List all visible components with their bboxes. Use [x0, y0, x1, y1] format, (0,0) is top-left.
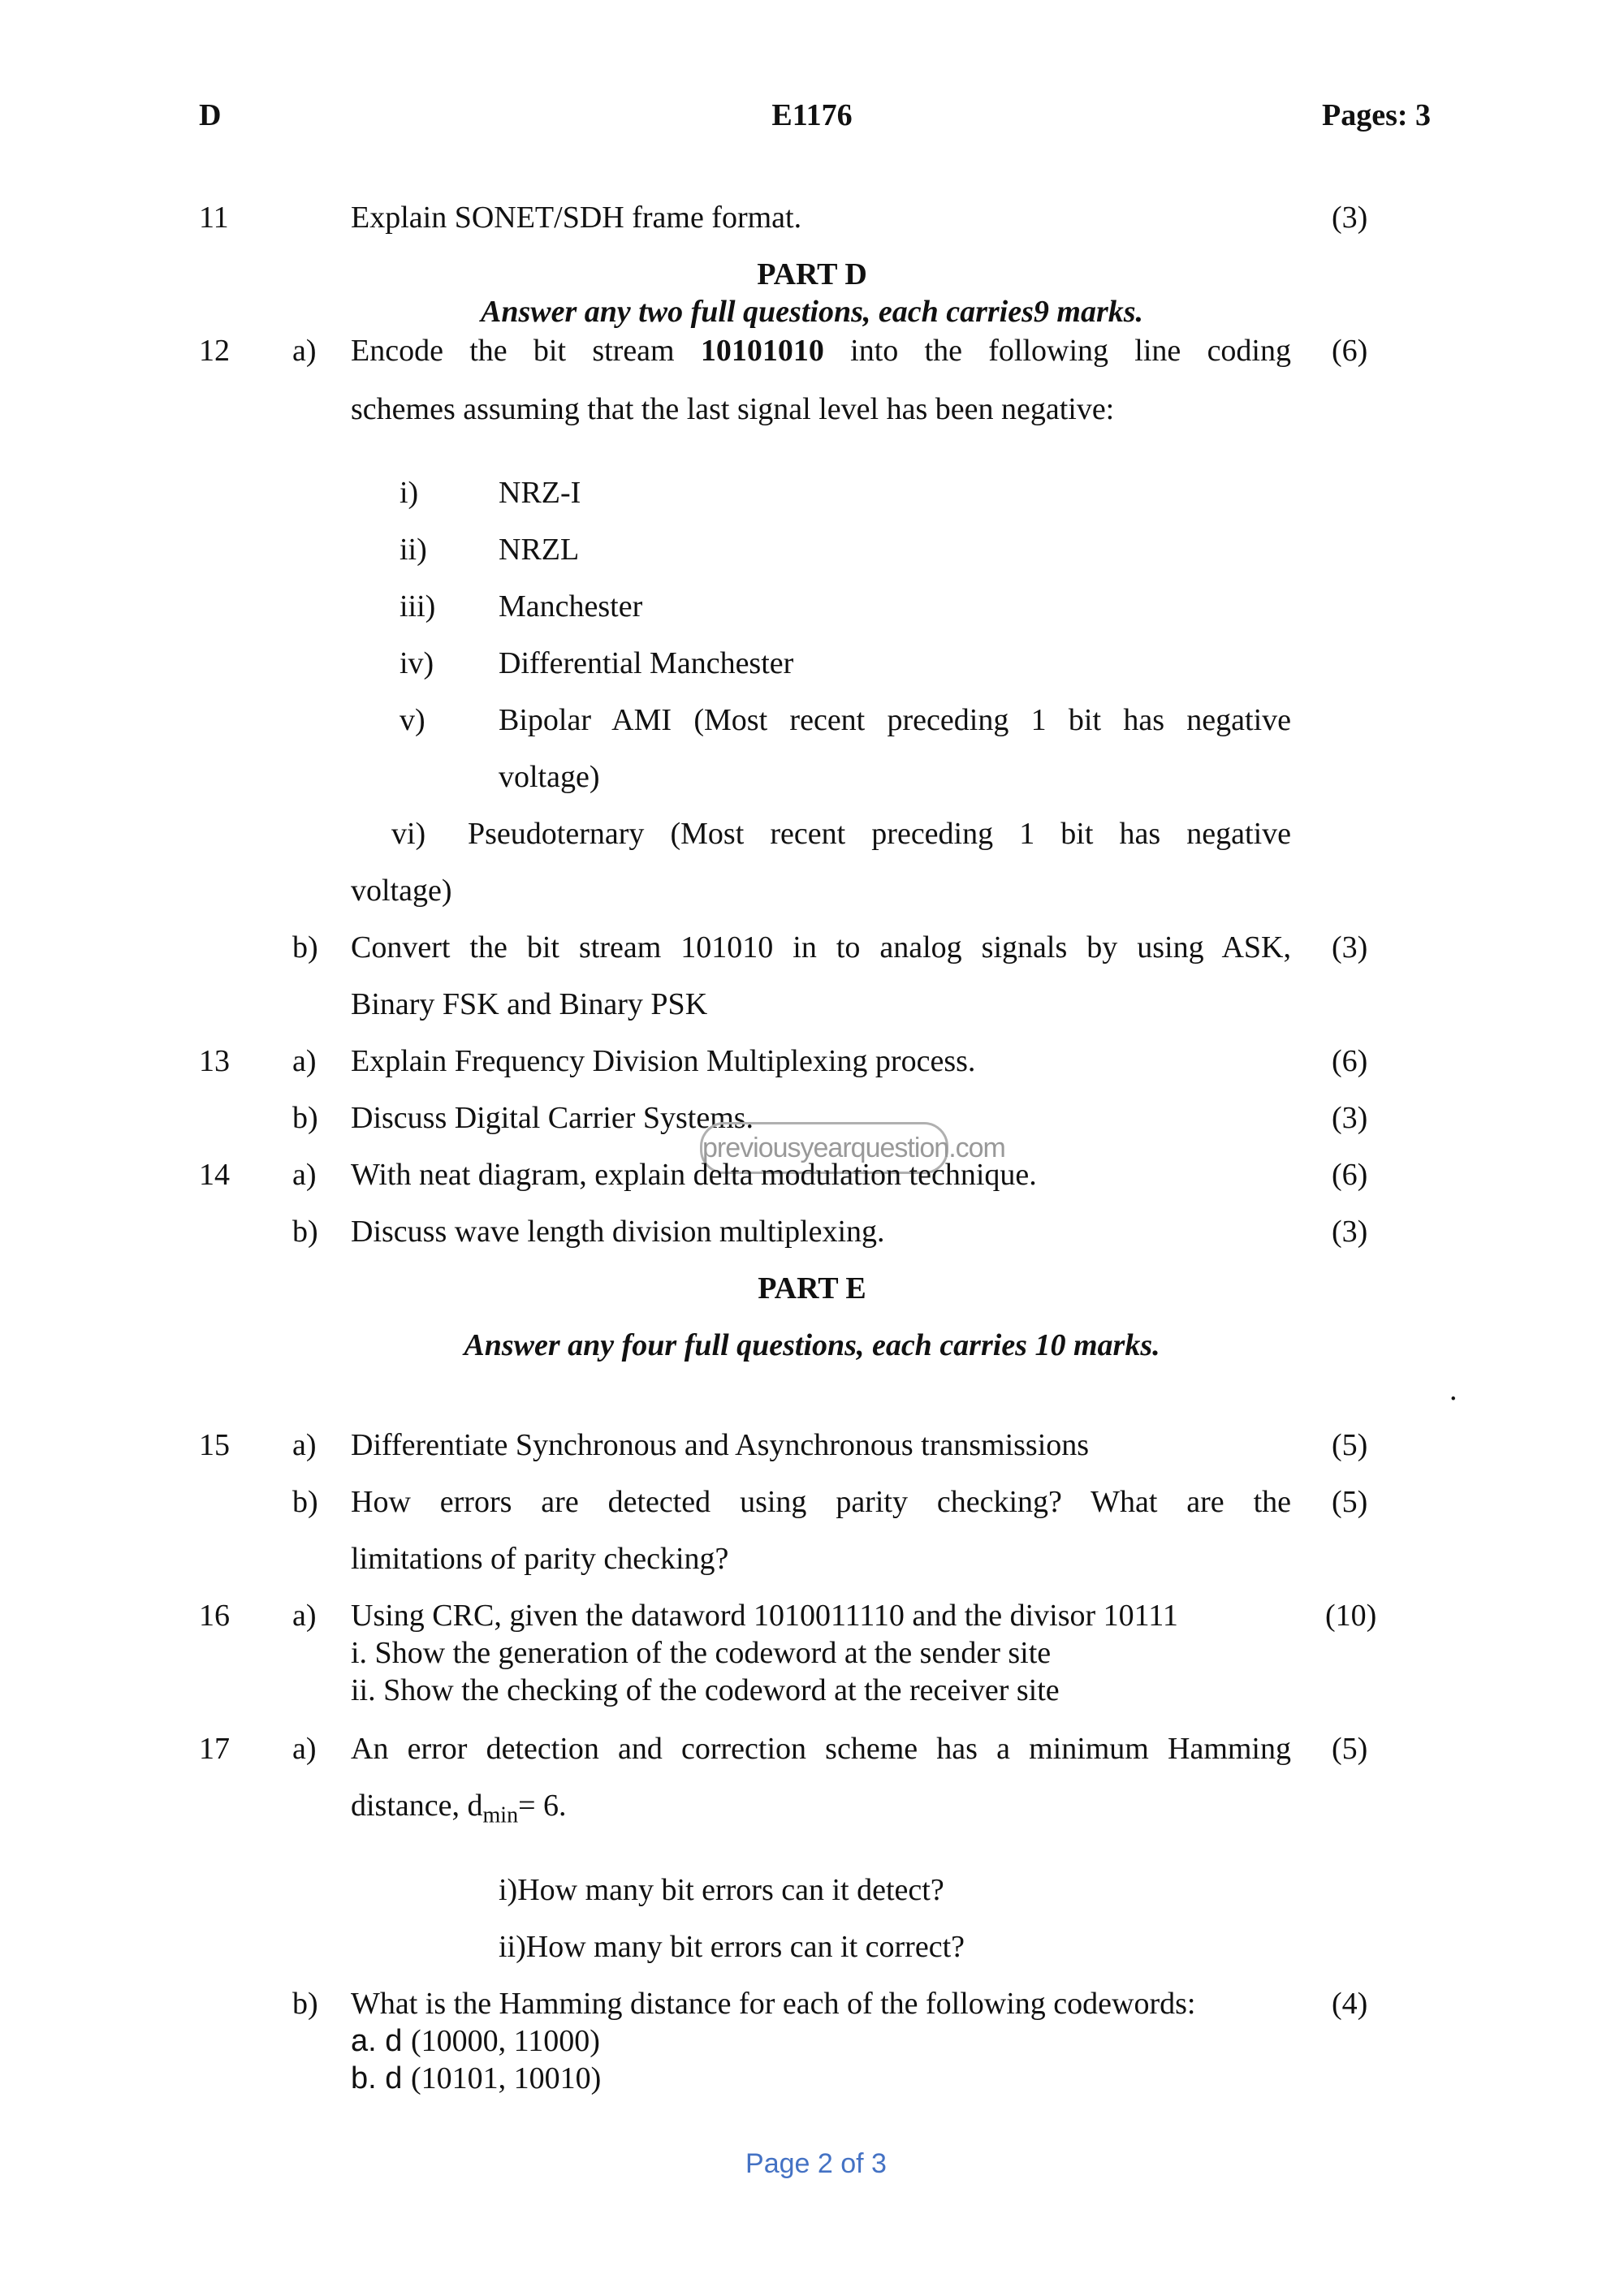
question-15a-marks: (5) — [1332, 1428, 1368, 1462]
question-13a-label: a) — [292, 1044, 317, 1078]
question-number-14: 14 — [199, 1158, 230, 1192]
question-17a-line1: An error detection and correction scheme has a minimum Hamming — [351, 1732, 1291, 1766]
question-16a-label: a) — [292, 1599, 317, 1633]
question-14b-text: Discuss wave length division multiplexing. — [351, 1215, 885, 1249]
question-12a-marks: (6) — [1332, 334, 1368, 368]
question-13b-label: b) — [292, 1101, 318, 1135]
question-number-15: 15 — [199, 1428, 230, 1462]
question-number-12: 12 — [199, 334, 230, 368]
page-footer: Page 2 of 3 — [745, 2148, 887, 2179]
list-item-number: iii) — [400, 589, 436, 624]
list-item-text: Pseudoternary (Most recent preceding 1 bit has negative — [468, 817, 1291, 851]
question-14a-marks: (6) — [1332, 1158, 1368, 1192]
question-12b-line2: Binary FSK and Binary PSK — [351, 987, 708, 1021]
list-item-text: Manchester — [499, 589, 643, 624]
question-12b-label: b) — [292, 930, 318, 965]
question-12b-marks: (3) — [1332, 930, 1368, 965]
question-12a-line2: schemes assuming that the last signal level has been negative: — [351, 392, 1115, 426]
question-12a-line1: Encode the bit stream 10101010 into the following line coding — [351, 334, 1291, 368]
question-15b-marks: (5) — [1332, 1485, 1368, 1519]
question-14b-label: b) — [292, 1215, 318, 1249]
part-d-instruction: Answer any two full questions, each carries9 marks. — [480, 295, 1144, 329]
question-11-text: Explain SONET/SDH frame format. — [351, 201, 802, 235]
question-13a-text: Explain Frequency Division Multiplexing process. — [351, 1044, 976, 1078]
question-number-11: 11 — [199, 201, 229, 235]
question-15a-text: Differentiate Synchronous and Asynchronous transmissions — [351, 1428, 1090, 1462]
question-15b-label: b) — [292, 1485, 318, 1519]
question-15b-line1: How errors are detected using parity checking? What are the — [351, 1485, 1291, 1519]
list-item-text: Bipolar AMI (Most recent preceding 1 bit has negative — [499, 703, 1291, 737]
question-number-13: 13 — [199, 1044, 230, 1078]
question-16a-line3: ii. Show the checking of the codeword at the receiver site — [351, 1673, 1060, 1707]
question-number-17: 17 — [199, 1732, 230, 1766]
question-17a-label: a) — [292, 1732, 317, 1766]
question-number-16: 16 — [199, 1599, 230, 1633]
question-12a-label: a) — [292, 334, 317, 368]
stray-dot: . — [1449, 1373, 1458, 1407]
question-13b-text: Discuss Digital Carrier Systems. — [351, 1101, 754, 1135]
list-item-number: i) — [400, 476, 419, 510]
question-17a-marks: (5) — [1332, 1732, 1368, 1766]
list-item-number: ii) — [400, 533, 427, 567]
question-17b-line2: a. d (10000, 11000) — [351, 2024, 600, 2058]
part-d-title: PART D — [757, 257, 867, 291]
question-16a-marks: (10) — [1325, 1599, 1377, 1633]
question-14a-text: With neat diagram, explain delta modulation technique. — [351, 1158, 1037, 1192]
question-17b-label: b) — [292, 1987, 318, 2021]
question-17b-line1: What is the Hamming distance for each of the following codewords: — [351, 1987, 1196, 2021]
list-item-text: voltage) — [499, 760, 600, 794]
question-17a-subq1: i)How many bit errors can it detect? — [499, 1873, 944, 1907]
question-15a-label: a) — [292, 1428, 317, 1462]
list-item-number: iv) — [400, 646, 434, 680]
header-pages: Pages: 3 — [1322, 98, 1432, 132]
list-item-text: Differential Manchester — [499, 646, 794, 680]
list-item-text: NRZ-I — [499, 476, 581, 510]
question-17b-line3: b. d (10101, 10010) — [351, 2061, 602, 2095]
question-17a-line2: distance, $d_{min}= 6$. — [351, 1789, 567, 1828]
watermark: previousyearquestion.com — [700, 1122, 948, 1174]
question-14a-label: a) — [292, 1158, 317, 1192]
list-item-number: vi) — [391, 817, 426, 851]
list-item-text: voltage) — [351, 874, 452, 908]
question-16a-line1: Using CRC, given the dataword 1010011110 and the divisor 10111 — [351, 1599, 1178, 1633]
header-left: D — [199, 98, 222, 132]
question-12b-line1: Convert the bit stream 101010 in to analog signals by using ASK, — [351, 930, 1291, 965]
question-14b-marks: (3) — [1332, 1215, 1368, 1249]
part-e-title: PART E — [758, 1271, 866, 1306]
question-17a-subq2: ii)How many bit errors can it correct? — [499, 1930, 965, 1964]
question-13b-marks: (3) — [1332, 1101, 1368, 1135]
part-e-instruction: Answer any four full questions, each carries 10 marks. — [464, 1328, 1160, 1362]
question-16a-line2: i. Show the generation of the codeword at the sender site — [351, 1636, 1052, 1670]
question-17b-marks: (4) — [1332, 1987, 1368, 2021]
header-code: E1176 — [771, 98, 853, 132]
question-15b-line2: limitations of parity checking? — [351, 1542, 729, 1576]
question-11-marks: (3) — [1332, 201, 1368, 235]
question-13a-marks: (6) — [1332, 1044, 1368, 1078]
list-item-text: NRZL — [499, 533, 580, 567]
list-item-number: v) — [400, 703, 425, 737]
